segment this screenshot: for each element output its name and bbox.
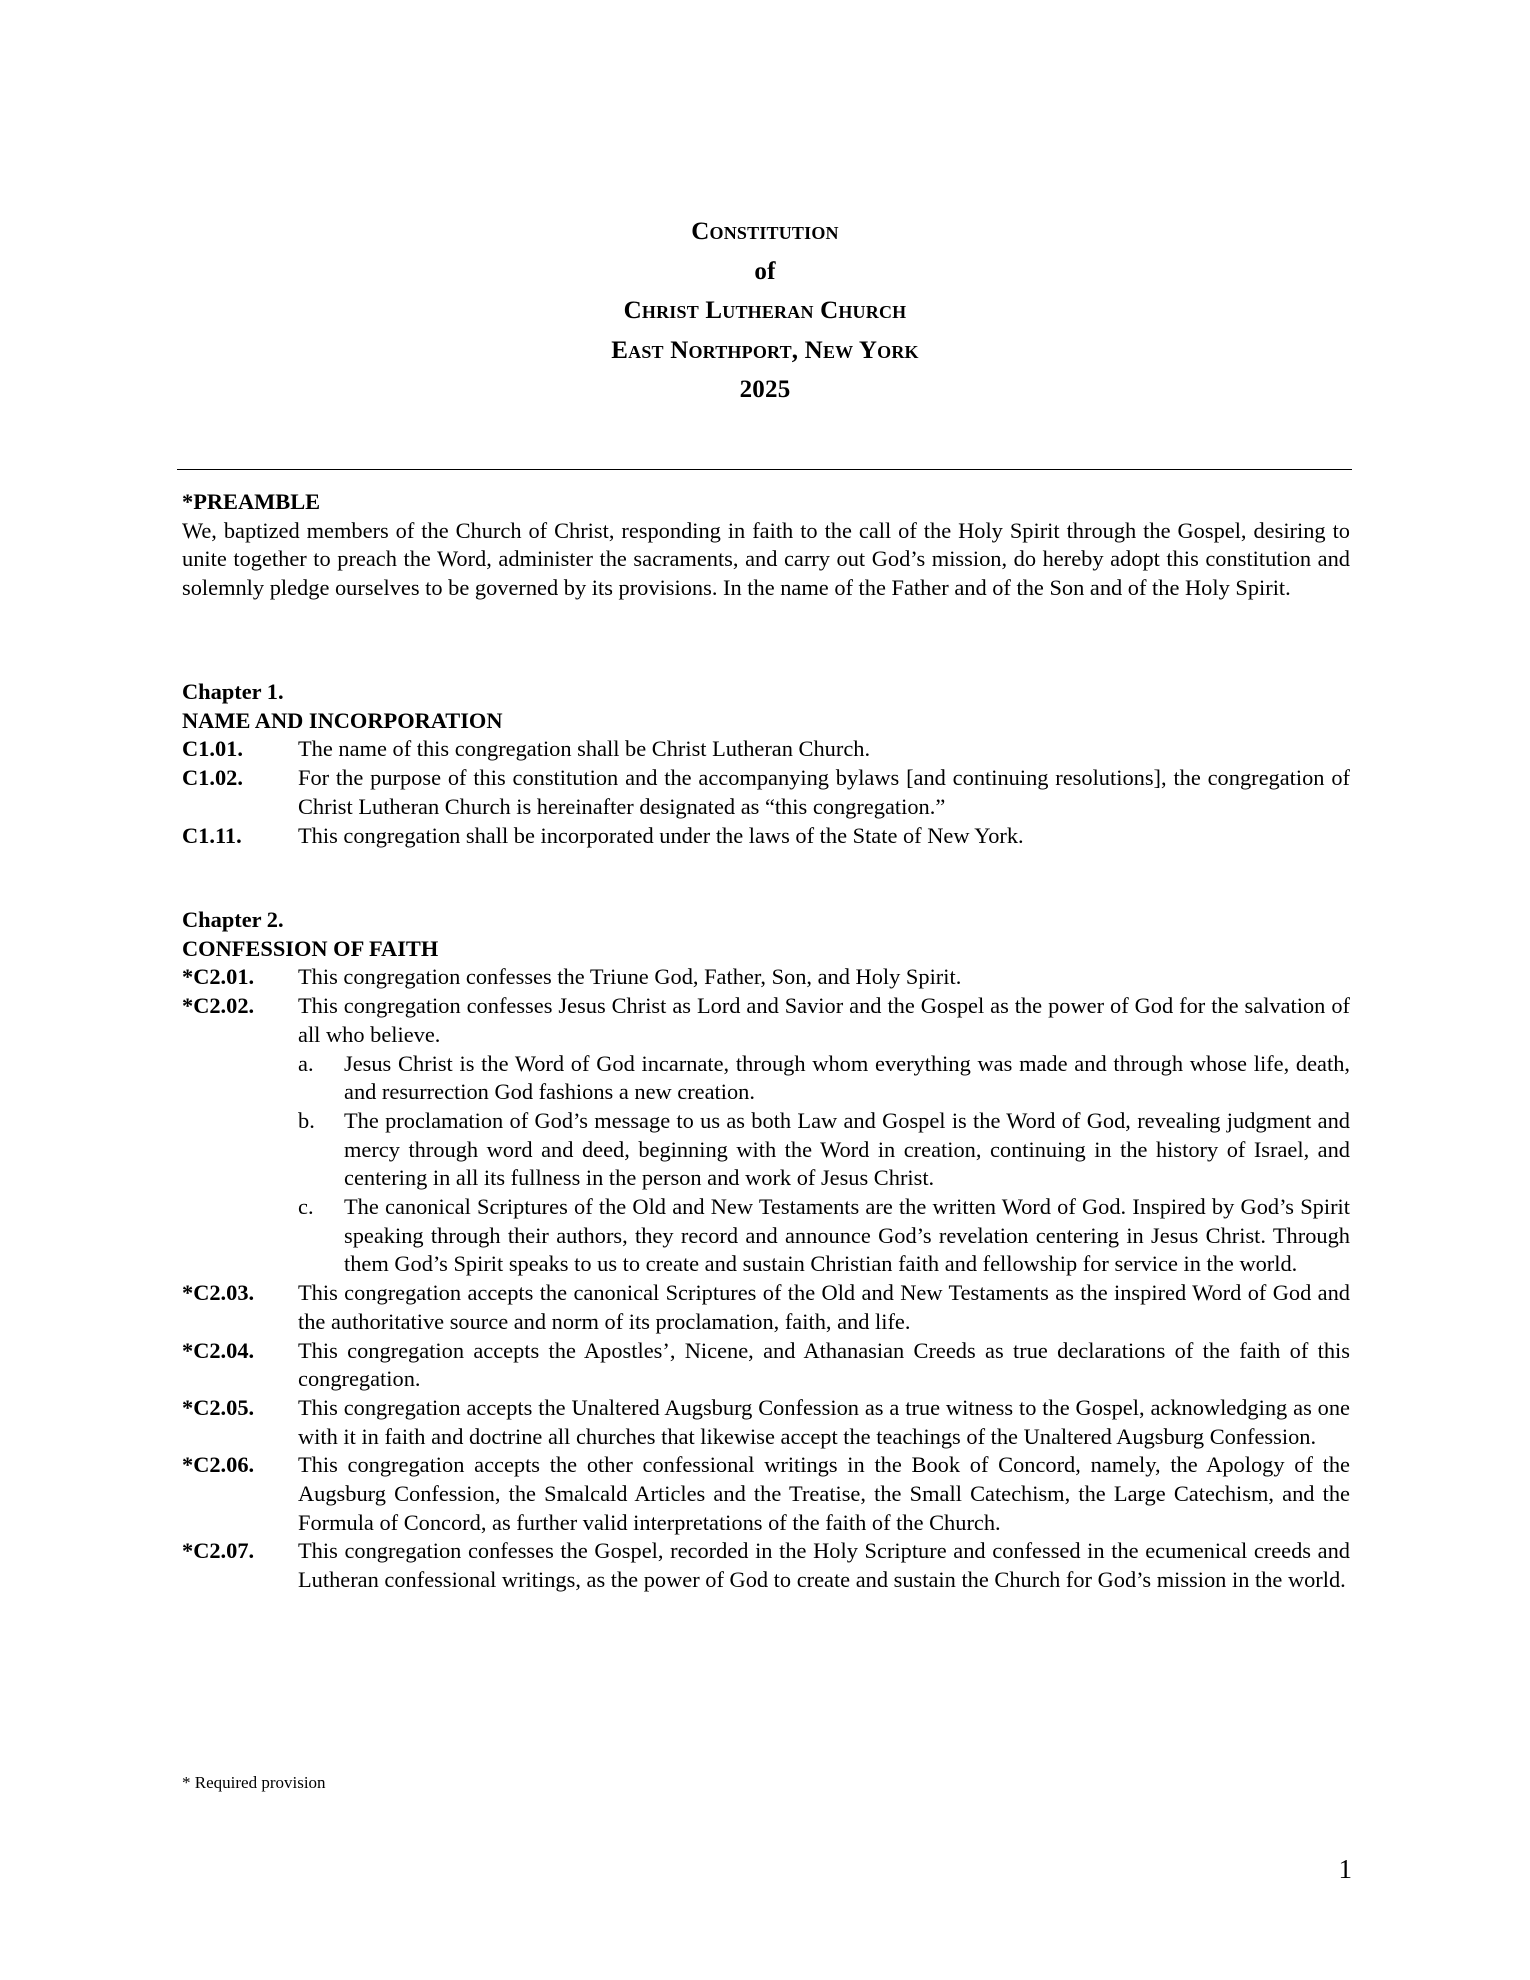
section-c2-04 (182, 1337, 1350, 1394)
chapter-2 (182, 906, 1350, 1595)
section-c1-11 (182, 822, 1350, 851)
section-number: *C2.05. (182, 1394, 255, 1420)
section-number: C1.02. (182, 765, 243, 791)
section-c2-01 (182, 963, 1350, 992)
section-text: This congregation accepts the other confessional writings in the Book of Concord, namely, the Apology of the Augsburg Confession, the Smalcald Articles and the Treatise, the Small Catechism, the Large Catechism, and the Formula of Concord, as further valid interpretations of the faith of the Church. (298, 1452, 1350, 1535)
title-line-year: 2025 (739, 376, 791, 403)
title-line-location: East Northport, New York (611, 336, 919, 364)
page-number: 1 (1338, 1854, 1352, 1884)
section-c2-03 (182, 1279, 1350, 1336)
subitem-letter: c. (298, 1194, 314, 1220)
title-line-of: of (754, 257, 776, 285)
section-text: This congregation confesses Jesus Christ as Lord and Savior and the Gospel as the power of God for the salvation of all who believe. (298, 993, 1350, 1047)
section-number: *C2.07. (182, 1538, 255, 1564)
document-title (0, 212, 1530, 410)
chapter-1 (182, 678, 1350, 850)
section-c2-05 (182, 1394, 1350, 1451)
section-c2-02 (182, 992, 1350, 1049)
section-number: *C2.06. (182, 1452, 255, 1478)
section-number: C1.01. (182, 736, 243, 762)
section-number: C1.11. (182, 822, 242, 848)
subitem-c2-02-b (182, 1107, 1350, 1193)
subitem-text: The proclamation of God’s message to us as both Law and Gospel is the Word of God, revealing judgment and mercy through word and deed, beginning with the Word in creation, continuing in the history of Israel, and centering in all its fullness in the person and work of Jesus Christ. (344, 1107, 1350, 1191)
chapter-1-title: NAME AND INCORPORATION (182, 707, 503, 733)
section-number: *C2.02. (182, 993, 255, 1019)
section-text: This congregation accepts the Unaltered Augsburg Confession as a true witness to the Gospel, acknowledging as one with it in faith and doctrine all churches that likewise accept the teachings of the Unaltered Augsburg Confession. (298, 1394, 1350, 1449)
section-text: This congregation accepts the canonical Scriptures of the Old and New Testaments as the inspired Word of God and the authoritative source and norm of its proclamation, faith, and life. (298, 1280, 1350, 1334)
chapter-2-title: CONFESSION OF FAITH (182, 935, 439, 961)
subitem-letter: a. (298, 1050, 314, 1076)
title-divider (177, 469, 1352, 470)
title-line-church-name: Christ Lutheran Church (623, 297, 907, 324)
footnote-required-provision: * Required provision (182, 1773, 326, 1792)
section-number: *C2.03. (182, 1280, 255, 1306)
section-text: This congregation shall be incorporated under the laws of the State of New York. (298, 822, 1024, 848)
section-c2-07 (182, 1537, 1350, 1594)
section-number: *C2.01. (182, 964, 255, 990)
preamble-text: We, baptized members of the Church of Christ, responding in faith to the call of the Holy Spirit through the Gospel, desiring to unite together to preach the Word, administer the sacraments, and carry out God’s mission, do hereby adopt this constitution and solemnly pledge ourselves to be governed by its provisions. In the name of the Father and of the Son and of the Holy Spirit. (182, 517, 1350, 601)
section-c1-02 (182, 764, 1350, 821)
preamble-section (182, 488, 1350, 603)
subitem-text: Jesus Christ is the Word of God incarnate, through whom everything was made and through whose life, death, and resurrection God fashions a new creation. (344, 1050, 1350, 1105)
subitem-c2-02-c (182, 1193, 1350, 1279)
chapter-2-label: Chapter 2. (182, 907, 284, 932)
subitem-c2-02-a (182, 1050, 1350, 1107)
subitem-text: The canonical Scriptures of the Old and New Testaments are the written Word of God. Inspired by God’s Spirit speaking through their authors, they record and announce God’s revelation centering in Jesus Christ. Through them God’s Spirit speaks to us to create and sustain Christian faith and fellowship for service in the world. (344, 1194, 1350, 1277)
section-text: For the purpose of this constitution and the accompanying bylaws [and continuing resolutions], the congregation of Christ Lutheran Church is hereinafter designated as “this congregation.” (298, 765, 1350, 819)
title-line-constitution: Constitution (691, 218, 839, 245)
section-c2-06 (182, 1451, 1350, 1537)
preamble-heading: *PREAMBLE (182, 489, 321, 514)
subitem-letter: b. (298, 1107, 315, 1133)
section-text: The name of this congregation shall be Christ Lutheran Church. (298, 736, 871, 762)
section-text: This congregation confesses the Triune God, Father, Son, and Holy Spirit. (298, 964, 962, 990)
chapter-1-label: Chapter 1. (182, 679, 284, 704)
section-text: This congregation accepts the Apostles’, Nicene, and Athanasian Creeds as true declarations of the faith of this congregation. (298, 1337, 1350, 1392)
section-number: *C2.04. (182, 1337, 255, 1363)
section-text: This congregation confesses the Gospel, recorded in the Holy Scripture and confessed in the ecumenical creeds and Lutheran confessional writings, as the power of God to create and sustain the Church for God’s mission in the world. (298, 1538, 1350, 1593)
section-c1-01 (182, 735, 1350, 764)
